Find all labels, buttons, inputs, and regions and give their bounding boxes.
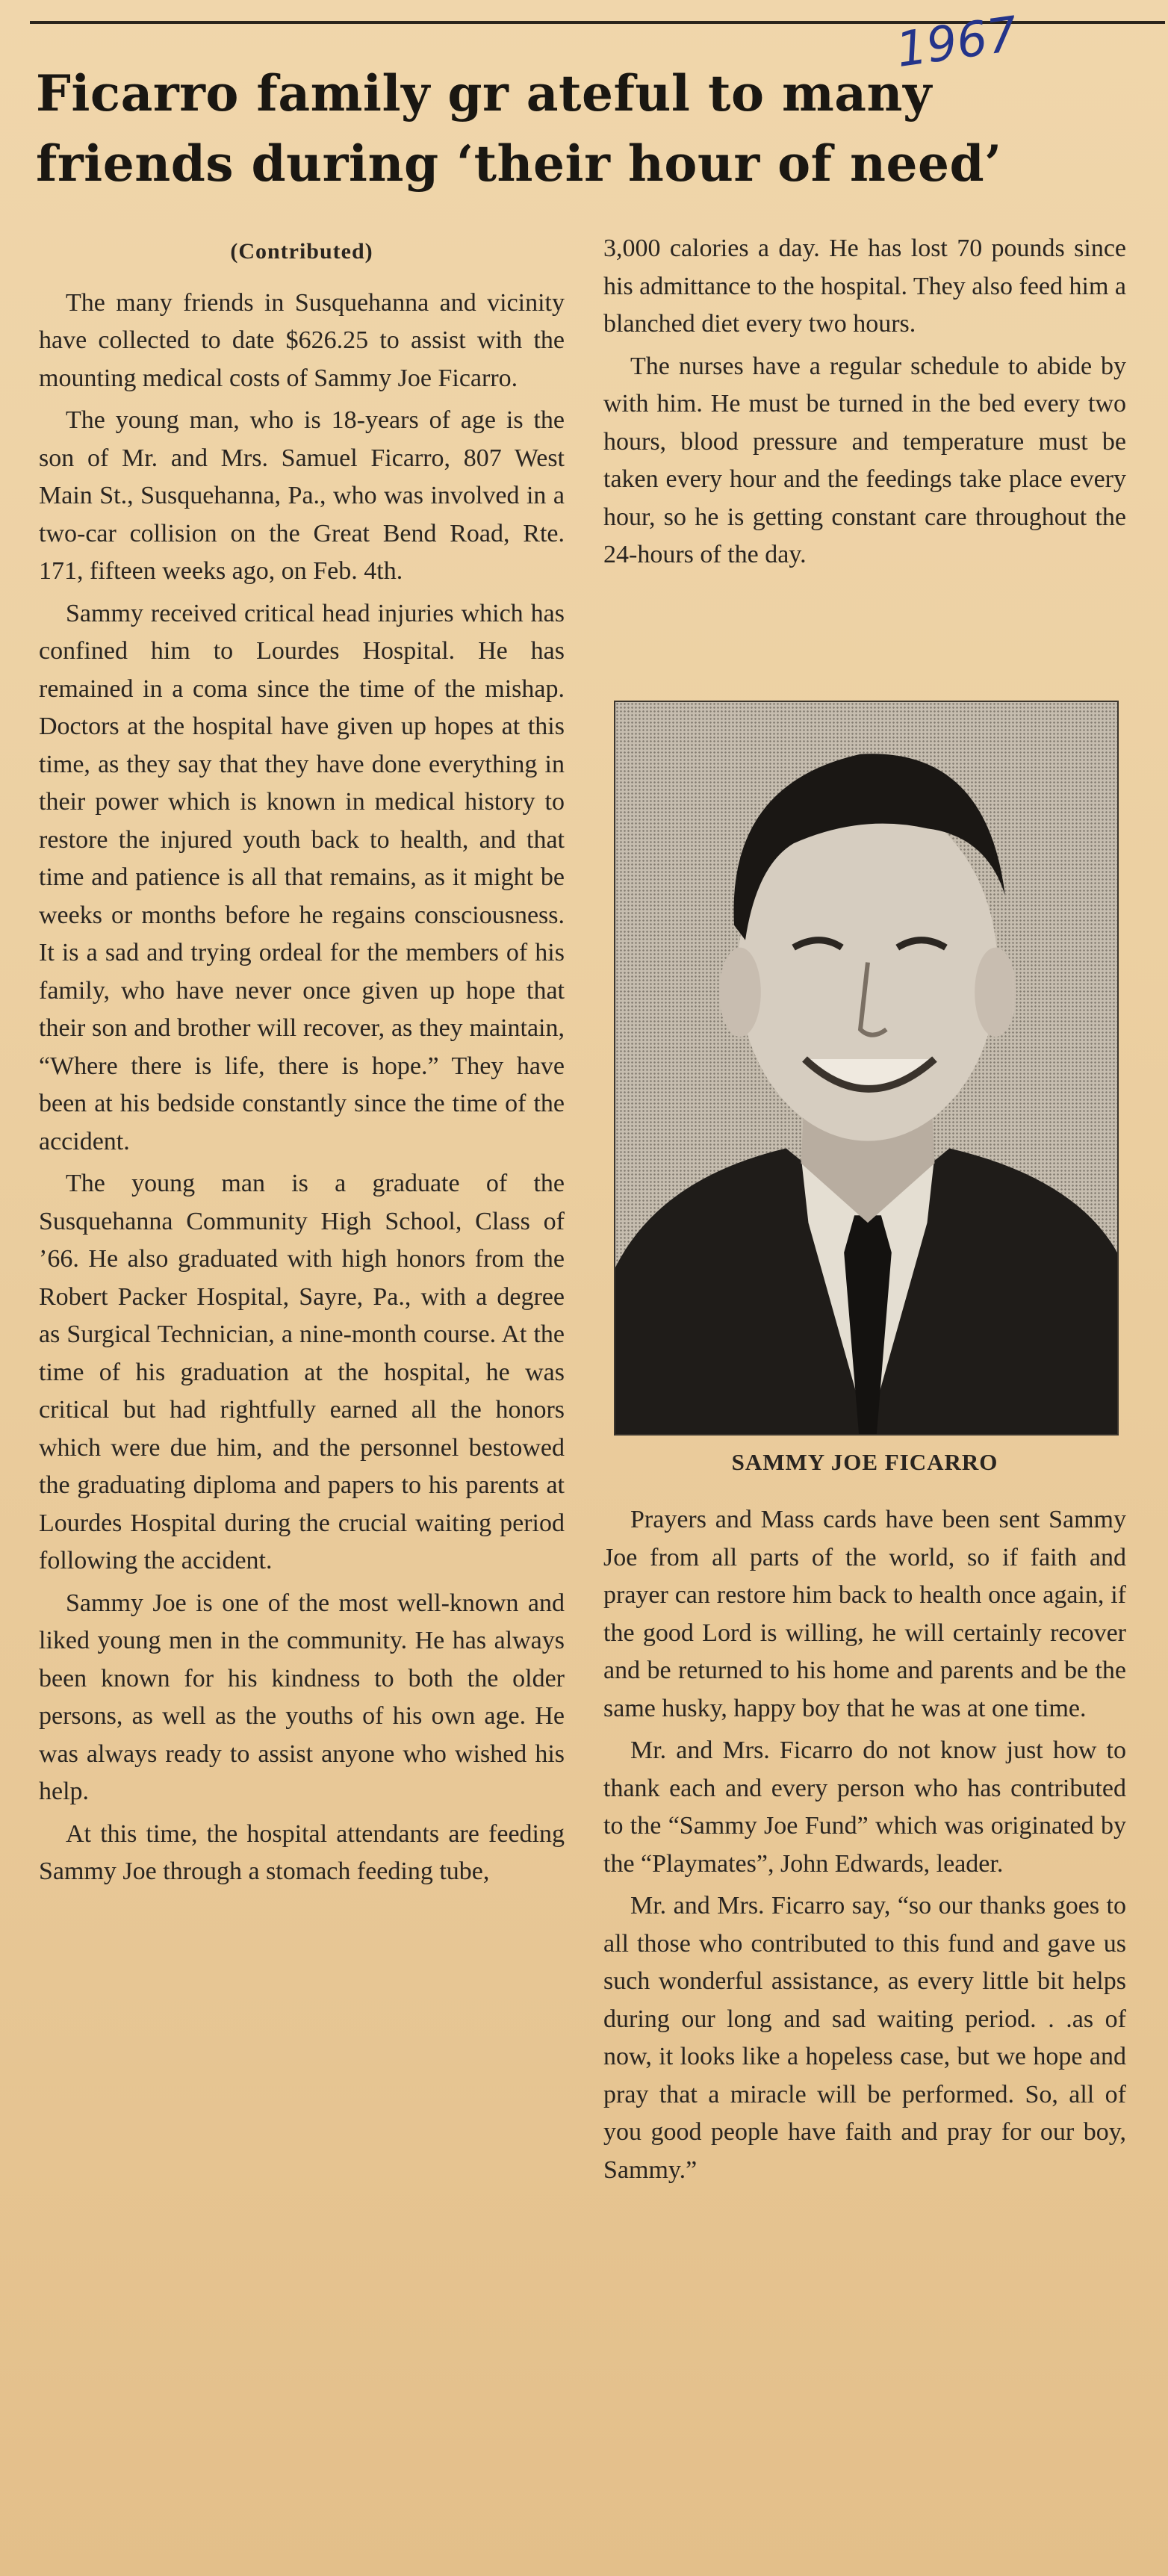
paragraph: 3,000 calories a day. He has lost 70 pounds since his admittance to the hospital. They also feed him a blanched diet every two hours. bbox=[603, 235, 1126, 338]
left-column bbox=[39, 233, 565, 1896]
headline-line-2: friends during ‘their hour of need’ bbox=[36, 134, 1002, 193]
paragraph: Mr. and Mrs. Ficarro say, “so our thanks goes to all those who contributed to this fund and gave us such wonderful assistance, as every little bit helps during our long and sad waiting period. . .as of now, it looks like a hopeless case, but we hope and pray that a miracle will be performed. So, all of you good people have faith and pray for our boy, Sammy.” bbox=[603, 1892, 1126, 2184]
paragraph: The many friends in Susquehanna and vicinity have collected to date $626.25 to assist with the mounting medical costs of Sammy Joe Ficarro. bbox=[39, 288, 565, 392]
photo-caption: SAMMY JOE FICARRO bbox=[731, 1449, 998, 1475]
paragraph: Sammy received critical head injuries which has confined him to Lourdes Hospital. He has remained in a coma since the time of the mishap. Doctors at the hospital have given up hopes at this time, as they say that they have done everything in their power which is known in medical history to restore the injured youth back to health, and that time and patience is all that remains, as it might be weeks or months before he regains consciousness. It is a sad and trying ordeal for the members of his family, who have never once given up hope that their son and brother will recover, as they maintain, “Where there is life, there is hope.” They have been at his bedside constantly since the time of the accident. bbox=[39, 599, 565, 1155]
paragraph: Prayers and Mass cards have been sent Sammy Joe from all parts of the world, so if faith and prayer can restore him back to health once again, if the good Lord is willing, he will certainly recover and be returned to his home and parents and be the same husky, happy boy that he was at one time. bbox=[603, 1506, 1126, 1722]
headline bbox=[36, 58, 1134, 199]
portrait-illustration bbox=[615, 702, 1117, 1434]
byline: (Contributed) bbox=[230, 239, 373, 264]
headline-line-1: Ficarro family gr ateful to many bbox=[36, 64, 932, 122]
paragraph: Mr. and Mrs. Ficarro do not know just how to thank each and every person who has contributed to the “Sammy Joe Fund” which was originated by the “Playmates”, John Edwards, leader. bbox=[603, 1737, 1126, 1878]
portrait-photo bbox=[614, 701, 1119, 1436]
right-column-top bbox=[603, 230, 1126, 579]
paragraph: At this time, the hospital attendants are feeding Sammy Joe through a stomach feeding tube, bbox=[39, 1819, 565, 1885]
handwritten-year-note: 1967 bbox=[892, 7, 1022, 78]
paragraph: The young man is a graduate of the Susquehanna Community High School, Class of ’66. He also graduated with high honors from the Robert Packer Hospital, Sayre, Pa., with a degree as Surgical Technician, a nine-month course. At the time of his graduation at the hospital, he was critical but had rightfully earned all the honors which were due him, and the personnel bestowed the graduating diploma and papers to his parents at Lourdes Hospital during the crucial waiting period following the accident. bbox=[39, 1170, 565, 1574]
paragraph: Sammy Joe is one of the most well-known and liked young men in the community. He has always been known for his kindness to both the older persons, as well as the youths of his own age. He was always ready to assist anyone who wished his help. bbox=[39, 1589, 565, 1805]
paragraph: The nurses have a regular schedule to abide by with him. He must be turned in the bed every two hours, blood pressure and temperature must be taken every hour and the feedings take place every hour, so he is getting constant care throughout the 24-hours of the day. bbox=[603, 352, 1126, 568]
paragraph: The young man, who is 18-years of age is the son of Mr. and Mrs. Samuel Ficarro, 807 West Main St., Susquehanna, Pa., who was involved in a two-car collision on the Great Bend Road, Rte. 171, fifteen weeks ago, on Feb. 4th. bbox=[39, 406, 565, 585]
right-column-bottom bbox=[603, 1501, 1126, 2194]
